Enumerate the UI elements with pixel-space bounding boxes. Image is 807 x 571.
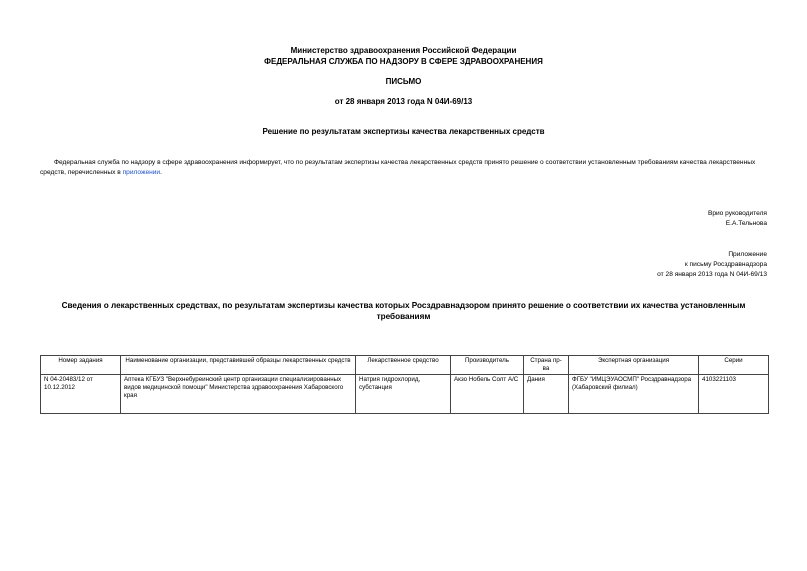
appendix-link[interactable]: приложении <box>122 169 161 176</box>
appendix-label: Приложение <box>728 251 767 258</box>
document-type: ПИСЬМО <box>385 77 422 86</box>
table-cell: Акзо Нобель Солт А/С <box>451 375 524 414</box>
table-cell: Дания <box>524 375 569 414</box>
table-cell: N 04-20483/12 от 10.12.2012 <box>41 375 121 414</box>
column-header: Серии <box>699 356 769 375</box>
signature-position: Врио руководителя <box>707 210 767 217</box>
body-paragraph-start: Федеральная служба по надзору в сфере здравоохранения информирует, что по результатам экспертизы качества лекарственных средств принято решение о соответствии установленным требованиям качества лекарственных средств, перечисленных в <box>40 159 756 176</box>
column-header: Страна пр-ва <box>524 356 569 375</box>
column-header: Лекарственное средство <box>356 356 451 375</box>
document-date-number: от 28 января 2013 года N 04И-69/13 <box>334 97 473 106</box>
column-header: Номер задания <box>41 356 121 375</box>
appendix-reference: к письму Росздравнадзора <box>684 261 767 268</box>
body-paragraph-end: . <box>160 169 162 176</box>
column-header: Производитель <box>451 356 524 375</box>
table-cell: Аптека КГБУЗ "Верхнебуреинский центр организации специализированных видов медицинской помощи" Министерства здравоохранения Хабаровского края <box>121 375 356 414</box>
ministry-title: Министерство здравоохранения Российской Федерации <box>290 46 517 55</box>
table-row <box>41 375 769 414</box>
appendix-date: от 28 января 2013 года N 04И-69/13 <box>657 271 767 278</box>
column-header: Наименование организации, представившей образцы лекарственных средств <box>121 356 356 375</box>
service-title: ФЕДЕРАЛЬНАЯ СЛУЖБА ПО НАДЗОРУ В СФЕРЕ ЗДРАВООХРАНЕНИЯ <box>264 57 543 66</box>
drugs-table <box>40 355 769 414</box>
summary-title: Сведения о лекарственных средствах, по результатам экспертизы качества которых Росздравнадзором принято решение о соответствии их качества установленным требованиям <box>61 301 746 321</box>
body-paragraph <box>40 158 768 178</box>
table-cell: 4103221103 <box>699 375 769 414</box>
signature-name: Е.А.Тельнова <box>725 220 767 227</box>
document-subject: Решение по результатам экспертизы качества лекарственных средств <box>262 127 545 136</box>
column-header: Экспертная организация <box>569 356 699 375</box>
table-header-row <box>41 356 769 375</box>
table-cell: Натрия гидрохлорид, субстанция <box>356 375 451 414</box>
table-cell: ФГБУ "ИМЦЭУАОСМП" Росздравнадзора (Хабаровский филиал) <box>569 375 699 414</box>
